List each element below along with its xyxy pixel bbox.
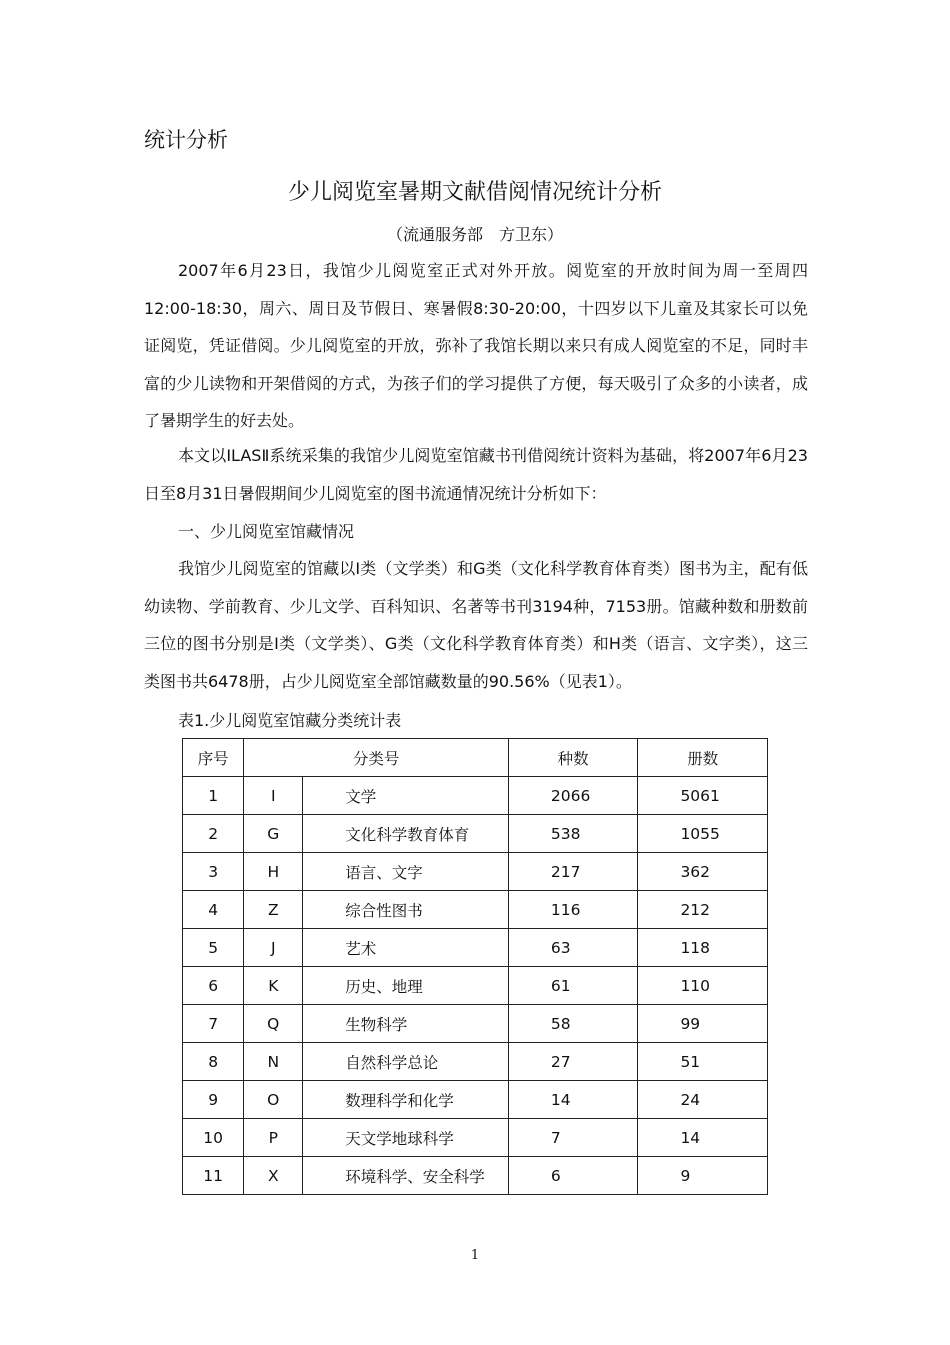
row-code: J [244, 929, 303, 967]
row-code: I [244, 777, 303, 815]
row-kinds: 63 [508, 929, 638, 967]
row-name: 天文学地球科学 [303, 1119, 509, 1157]
row-kinds: 2066 [508, 777, 638, 815]
row-name: 文学 [303, 777, 509, 815]
row-code: H [244, 853, 303, 891]
row-volumes: 99 [638, 1005, 768, 1043]
row-volumes: 9 [638, 1157, 768, 1195]
table-body [183, 777, 768, 1195]
row-kinds: 6 [508, 1157, 638, 1195]
row-volumes: 1055 [638, 815, 768, 853]
row-volumes: 14 [638, 1119, 768, 1157]
row-name: 生物科学 [303, 1005, 509, 1043]
header-kinds: 种数 [508, 739, 638, 777]
paragraph-collection: 我馆少儿阅览室的馆藏以I类（文学类）和G类（文化科学教育体育类）图书为主，配有低幼读物、学前教育、少儿文学、百科知识、名著等书刊3194种，7153册。馆藏种数和册数前三位的图书分别是I类（文学类）、G类（文化科学教育体育类）和H类（语言、文字类），这三类图书共6478册，占少儿阅览室全部馆藏数量的90.56%（见表1）。 [144, 559, 808, 691]
paragraph-opening: 2007年6月23日，我馆少儿阅览室正式对外开放。阅览室的开放时间为周一至周四12:00-18:30，周六、周日及节假日、寒暑假8:30-20:00，十四岁以下儿童及其家长可以免证阅览，凭证借阅。少儿阅览室的开放，弥补了我馆长期以来只有成人阅览室的不足，同时丰富的少儿读物和开架借阅的方式，为孩子们的学习提供了方便，每天吸引了众多的小读者，成了暑期学生的好去处。 [144, 261, 808, 430]
page-number: 1 [470, 1248, 480, 1263]
row-no: 4 [183, 891, 244, 929]
table-caption: 表1.少儿阅览室馆藏分类统计表 [178, 711, 402, 730]
section-heading-collection: 一、少儿阅览室馆藏情况 [178, 522, 355, 541]
table-row [183, 1119, 768, 1157]
row-kinds: 116 [508, 891, 638, 929]
table-row [183, 1043, 768, 1081]
row-name: 环境科学、安全科学 [303, 1157, 509, 1195]
row-code: N [244, 1043, 303, 1081]
row-no: 11 [183, 1157, 244, 1195]
row-code: Z [244, 891, 303, 929]
row-no: 1 [183, 777, 244, 815]
table-row [183, 853, 768, 891]
row-kinds: 14 [508, 1081, 638, 1119]
table-row [183, 891, 768, 929]
header-category: 分类号 [244, 739, 509, 777]
row-name: 历史、地理 [303, 967, 509, 1005]
row-kinds: 58 [508, 1005, 638, 1043]
table-row [183, 967, 768, 1005]
table-row [183, 815, 768, 853]
row-name: 综合性图书 [303, 891, 509, 929]
table-row [183, 1005, 768, 1043]
row-volumes: 24 [638, 1081, 768, 1119]
row-volumes: 362 [638, 853, 768, 891]
row-name: 语言、文字 [303, 853, 509, 891]
row-no: 3 [183, 853, 244, 891]
row-code: P [244, 1119, 303, 1157]
row-kinds: 7 [508, 1119, 638, 1157]
collection-stats-table [182, 738, 768, 1195]
row-no: 5 [183, 929, 244, 967]
section-label: 统计分析 [144, 128, 228, 152]
header-no: 序号 [183, 739, 244, 777]
table-header-row [183, 739, 768, 777]
row-volumes: 51 [638, 1043, 768, 1081]
row-code: O [244, 1081, 303, 1119]
row-volumes: 212 [638, 891, 768, 929]
row-volumes: 118 [638, 929, 768, 967]
header-volumes: 册数 [638, 739, 768, 777]
row-no: 2 [183, 815, 244, 853]
row-no: 9 [183, 1081, 244, 1119]
row-no: 8 [183, 1043, 244, 1081]
row-volumes: 110 [638, 967, 768, 1005]
table-row [183, 1081, 768, 1119]
table-row [183, 929, 768, 967]
row-name: 自然科学总论 [303, 1043, 509, 1081]
row-name: 艺术 [303, 929, 509, 967]
row-name: 文化科学教育体育 [303, 815, 509, 853]
row-no: 7 [183, 1005, 244, 1043]
table-row [183, 777, 768, 815]
row-code: X [244, 1157, 303, 1195]
row-code: K [244, 967, 303, 1005]
row-kinds: 538 [508, 815, 638, 853]
row-no: 10 [183, 1119, 244, 1157]
document-title: 少儿阅览室暑期文献借阅情况统计分析 [287, 180, 662, 205]
row-volumes: 5061 [638, 777, 768, 815]
row-code: G [244, 815, 303, 853]
paragraph-method: 本文以ILASⅡ系统采集的我馆少儿阅览室馆藏书刊借阅统计资料为基础，将2007年6月23日至8月31日暑假期间少儿阅览室的图书流通情况统计分析如下： [144, 446, 808, 503]
row-name: 数理科学和化学 [303, 1081, 509, 1119]
row-kinds: 61 [508, 967, 638, 1005]
author-byline: （流通服务部 方卫东） [386, 225, 563, 244]
row-kinds: 217 [508, 853, 638, 891]
row-kinds: 27 [508, 1043, 638, 1081]
row-code: Q [244, 1005, 303, 1043]
row-no: 6 [183, 967, 244, 1005]
table-row [183, 1157, 768, 1195]
